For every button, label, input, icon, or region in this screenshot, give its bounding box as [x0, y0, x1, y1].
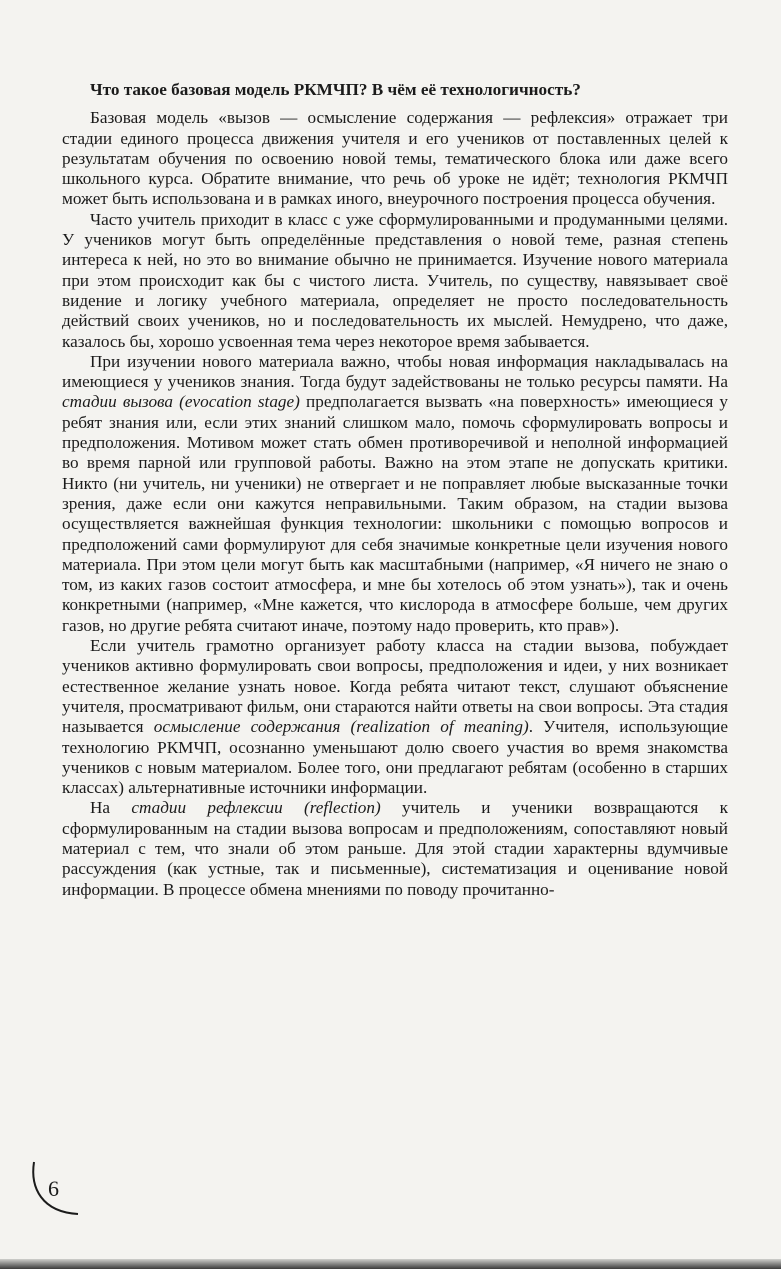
- term-reflection: стадии рефлексии (reflection): [131, 798, 381, 818]
- text-run: предполагается вызвать «на поверхность» имеющиеся у ребят знания или, если этих знаний слишком мало, помочь сформулировать вопросы и предположения. Мотивом может стать обмен противоречивой и неполной информацией во время парной или групповой работы. Важно на этом этапе не допускать критики. Никто (ни учитель, ни ученики) не отвергает и не поправляет любые высказанные точки зрения, даже если они кажутся неправильными. Таким образом, на стадии вызова осуществляется важнейшая функция технологии: школьники с помощью вопросов и предположений сами формулируют для себя значимые конкретные цели изучения нового материала. При этом цели могут быть как масштабными (например, «Я ничего не знаю о том, из каких газов состоит атмосфера, и мне бы хотелось об этом узнать»), так и очень конкретными (например, «Мне кажется, что кислорода в атмосфере больше, чем других газов, но другие ребята считают иначе, поэтому надо проверить, кто прав»).: [62, 392, 728, 635]
- paragraph: Часто учитель приходит в класс с уже сформулированными и продуманными целями. У учеников могут быть определённые представления о новой теме, разная степень интереса к ней, но это во внимание обычно не принимается. Изучение нового материала при этом происходит как бы с чистого листа. Учитель, по существу, навязывает своё видение и логику учебного материала, определяет не просто последовательность действий своих учеников, но и последовательность их мыслей. Немудрено, что даже, казалось бы, хорошо усвоенная тема через некоторое время забывается.: [62, 209, 728, 351]
- page-number: 6: [48, 1176, 59, 1201]
- paragraph: [62, 352, 728, 636]
- section-heading: Что такое базовая модель РКМЧП? В чём её технологичность?: [90, 80, 581, 99]
- text-run: На: [90, 798, 132, 818]
- text-run: учитель и ученики возвращаются к сформулированным на стадии вызова вопросам и предположениям, сопоставляют новый материал с тем, что знали об этом раньше. Для этой стадии характерны вдумчивые рассуждения (как устные, так и письменные), систематизация и оценивание новой информации. В процессе обмена мнениями по поводу прочитанно-: [62, 798, 728, 899]
- term-realization-of-meaning: осмысление содержания (realization of meaning): [153, 717, 529, 737]
- scan-bottom-edge: [0, 1259, 781, 1269]
- text-run: При изучении нового материала важно, чтобы новая информация накладывалась на имеющиеся у учеников знания. Тогда будут задействованы не только ресурсы памяти. На: [62, 351, 728, 392]
- paragraph: [62, 636, 728, 798]
- text-run: . Учителя, использующие технологию РКМЧП, осознанно уменьшают долю своего участия во время знакомства учеников с новым материалом. Более того, они предлагают ребятам (особенно в старших классах) альтернативные источники информации.: [62, 717, 728, 798]
- paragraph: Базовая модель «вызов — осмысление содержания — рефлексия» отражает три стадии единого процесса движения учителя и его учеников от поставленных целей к результатам обучения по освоению новой темы, тематического блока или даже всего школьного курса. Обратите внимание, что речь об уроке не идёт; технология РКМЧП может быть использована и в рамках иного, внеурочного построения процесса обучения.: [62, 108, 728, 209]
- text-run: Если учитель грамотно организует работу класса на стадии вызова, побуждает учеников активно формулировать свои вопросы, предположения и идеи, у них возникает естественное желание узнать новое. Когда ребята читают текст, слушают объяснение учителя, просматривают фильм, они стараются найти ответы на свои вопросы. Эта стадия называется: [62, 636, 728, 737]
- paragraph: [62, 798, 728, 899]
- term-evocation-stage: стадии вызова (evocation stage): [62, 392, 300, 412]
- body-text: [62, 80, 728, 900]
